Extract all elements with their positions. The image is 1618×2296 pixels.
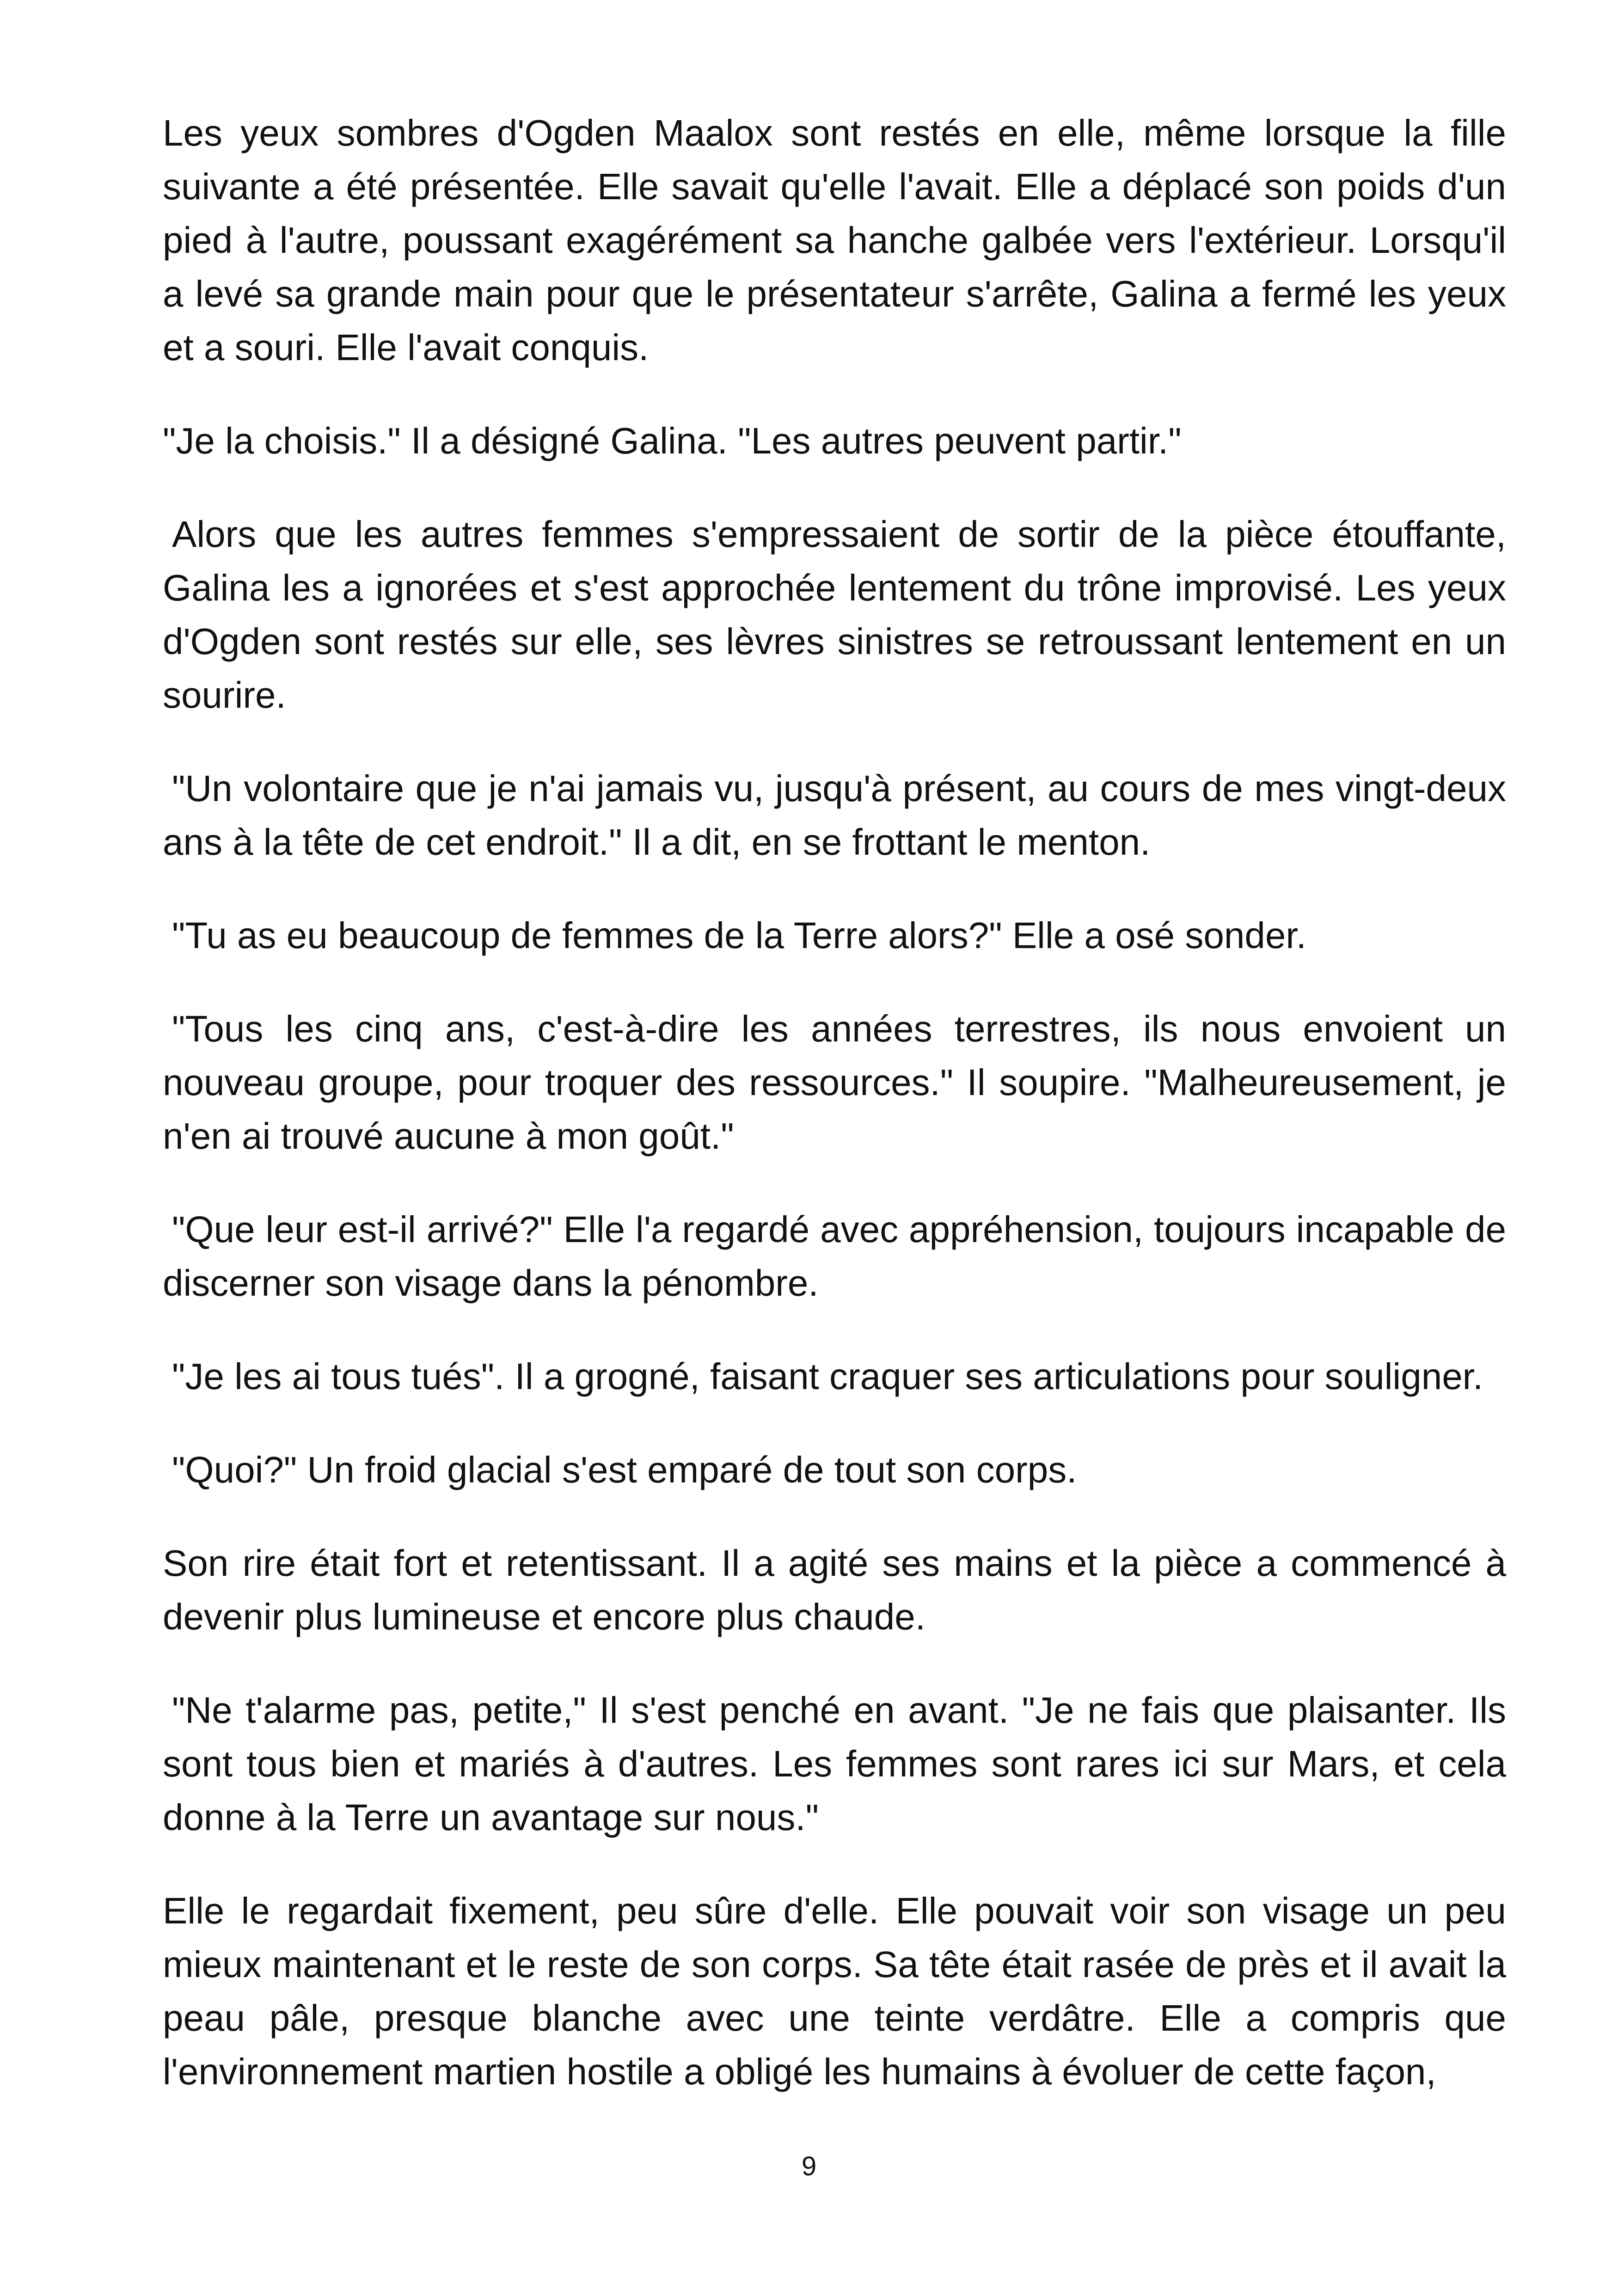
- paragraph: Les yeux sombres d'Ogden Maalox sont restés en elle, même lorsque la fille suivante a été présentée. Elle savait qu'elle l'avait. Elle a déplacé son poids d'un pied à l'autre, poussant exagérément sa hanche galbée vers l'extérieur. Lorsqu'il a levé sa grande main pour que le présentateur s'arrête, Galina a fermé les yeux et a souri. Elle l'avait conquis.: [163, 112, 1506, 368]
- paragraph: Elle le regardait fixement, peu sûre d'elle. Elle pouvait voir son visage un peu mieux maintenant et le reste de son corps. Sa tête était rasée de près et il avait la peau pâle, presque blanche avec une teinte verdâtre. Elle a compris que l'environnement martien hostile a obligé les humains à évoluer de cette façon,: [163, 1890, 1506, 2092]
- paragraph: "Que leur est-il arrivé?" Elle l'a regardé avec appréhension, toujours incapable de discerner son visage dans la pénombre.: [163, 1209, 1506, 1304]
- paragraph: "Un volontaire que je n'ai jamais vu, jusqu'à présent, au cours de mes vingt-deux ans à la tête de cet endroit." Il a dit, en se frottant le menton.: [163, 768, 1506, 863]
- paragraph: "Tous les cinq ans, c'est-à-dire les années terrestres, ils nous envoient un nouveau groupe, pour troquer des ressources." Il soupire. "Malheureusement, je n'en ai trouvé aucune à mon goût.": [163, 1008, 1506, 1157]
- page-number: 9: [801, 2151, 817, 2181]
- paragraph: "Je les ai tous tués". Il a grogné, faisant craquer ses articulations pour souligner.: [172, 1356, 1483, 1397]
- paragraph: "Ne t'alarme pas, petite," Il s'est penché en avant. "Je ne fais que plaisanter. Ils sont tous bien et mariés à d'autres. Les femmes sont rares ici sur Mars, et cela donne à la Terre un avantage sur nous.": [163, 1690, 1506, 1838]
- paragraph: Son rire était fort et retentissant. Il a agité ses mains et la pièce a commencé à devenir plus lumineuse et encore plus chaude.: [163, 1543, 1506, 1637]
- paragraph: "Je la choisis." Il a désigné Galina. "Les autres peuvent partir.": [163, 420, 1182, 461]
- document-body: [163, 106, 1506, 2138]
- paragraph: Alors que les autres femmes s'empressaient de sortir de la pièce étouffante, Galina les a ignorées et s'est approchée lentement du trône improvisé. Les yeux d'Ogden sont restés sur elle, ses lèvres sinistres se retroussant lentement en un sourire.: [163, 514, 1506, 716]
- paragraph: "Tu as eu beaucoup de femmes de la Terre alors?" Elle a osé sonder.: [172, 915, 1306, 956]
- paragraph: "Quoi?" Un froid glacial s'est emparé de tout son corps.: [172, 1449, 1077, 1490]
